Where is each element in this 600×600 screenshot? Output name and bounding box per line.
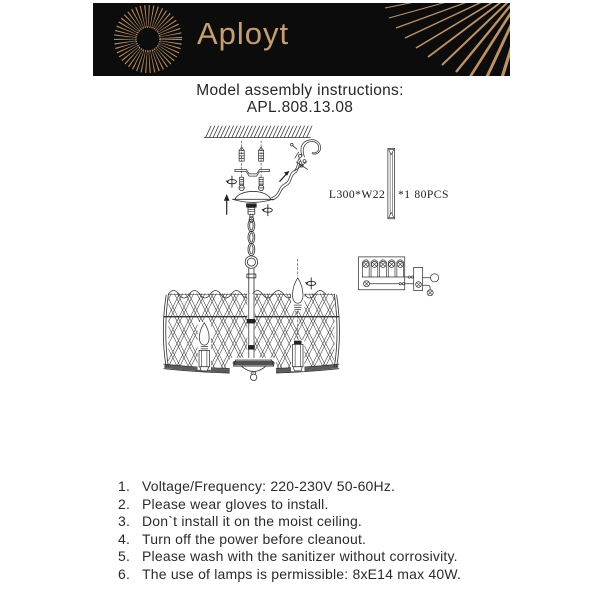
instruction-item: [118, 478, 538, 496]
instruction-number: 4.: [118, 530, 131, 547]
instruction-text: Turn off the power before cleanout.: [142, 530, 367, 547]
sheet-title: Model assembly instructions:: [196, 82, 404, 99]
instruction-item: [118, 513, 538, 531]
rod-pcs-label: 80PCS: [414, 187, 449, 201]
terminal-block-diagram: [358, 257, 438, 296]
assembly-diagram: [0, 120, 600, 476]
model-number: APL.808.13.08: [246, 99, 354, 116]
rotate-icon: [305, 278, 316, 289]
sunburst-logo-icon: [128, 19, 168, 59]
instruction-text: Don`t install it on the moist ceiling.: [142, 513, 363, 529]
center-column: [247, 294, 255, 361]
rotate-icon: [262, 205, 273, 216]
ceiling-hatch: [204, 126, 312, 138]
screw-right: [258, 177, 263, 190]
finial-ball: [250, 374, 256, 380]
instruction-number: 5.: [118, 548, 131, 564]
assembly-drawing: [0, 120, 600, 476]
up-arrow-icon: [224, 194, 230, 214]
instruction-list: [118, 478, 538, 583]
instruction-text: Please wash with the sanitizer without corrosivity.: [142, 548, 458, 564]
instruction-number: 3.: [118, 513, 131, 529]
instruction-item: [118, 566, 538, 584]
instruction-text: Please wear gloves to install.: [142, 495, 329, 512]
rod-qty-label: *1: [397, 187, 411, 201]
rod-size-label: L300*W22: [328, 187, 386, 201]
candle-left: [198, 322, 211, 371]
title-block: [0, 82, 600, 116]
bulb-insert: [291, 276, 304, 310]
instruction-item: [118, 531, 538, 549]
instruction-item: [118, 548, 538, 566]
instruction-text: The use of lamps is permissible: 8xE14 max 40W.: [142, 565, 462, 582]
screw-left: [239, 177, 244, 190]
lock-nut: [246, 203, 256, 207]
power-wire: [272, 140, 321, 200]
instruction-text: Voltage/Frequency: 220-230V 50-60Hz.: [142, 478, 396, 494]
instruction-item: [118, 496, 538, 514]
brand-header: [93, 3, 510, 76]
mounting-bracket: [235, 169, 269, 176]
instruction-number: 6.: [118, 565, 131, 582]
instruction-number: 1.: [118, 478, 131, 494]
rotate-icon: [226, 176, 237, 187]
instruction-number: 2.: [118, 495, 131, 512]
candle-sleeve: [199, 350, 209, 366]
rod-part: [388, 148, 395, 218]
hanging-chain: [245, 217, 257, 294]
header-art: [93, 3, 510, 76]
brand-name: Aployt: [197, 16, 290, 51]
lamp-socket-right: [291, 340, 304, 371]
bottom-bowl: [230, 358, 276, 382]
wire-loop-circle: [431, 274, 439, 282]
corner-rays-icon: [385, 3, 510, 76]
rod-part-labels: [329, 188, 449, 201]
ceiling-canopy: [233, 191, 273, 217]
